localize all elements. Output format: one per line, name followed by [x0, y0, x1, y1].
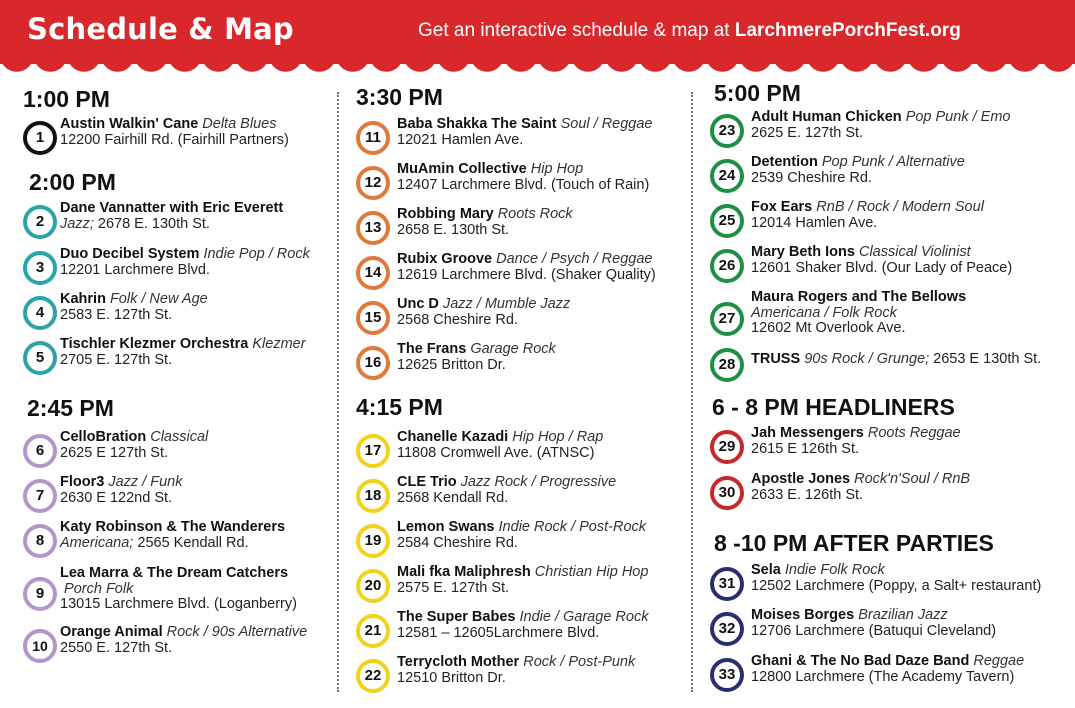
website-link[interactable]: LarchmerePorchFest.org — [734, 20, 961, 41]
genre: Jazz Rock / Progressive — [460, 474, 617, 490]
act-text — [60, 292, 208, 323]
address: 12200 Fairhill Rd. (Fairhill Partners) — [60, 131, 289, 148]
address: 2584 Cheshire Rd. — [397, 534, 518, 551]
address: 12619 Larchmere Blvd. (Shaker Quality) — [397, 266, 656, 283]
act-number-badge: 11 — [356, 121, 390, 155]
address: 2568 Cheshire Rd. — [397, 311, 518, 328]
address: 2705 E. 127th St. — [60, 351, 173, 368]
genre: Hip Hop — [530, 161, 584, 177]
genre: Rock / Post-Punk — [523, 654, 636, 670]
band-name: Lea Marra & The Dream Catchers — [60, 565, 289, 581]
act-number-badge: 4 — [23, 296, 57, 330]
act-number-badge: 29 — [710, 430, 744, 464]
genre: Porch Folk — [64, 580, 134, 597]
address: 2615 E 126th St. — [751, 440, 860, 457]
genre: Rock / 90s Alternative — [166, 624, 308, 640]
act-number-badge: 3 — [23, 251, 57, 285]
band-name: Jah Messengers — [751, 425, 864, 441]
act-text — [751, 245, 1012, 276]
band-name: TRUSS — [751, 351, 801, 367]
act-number-badge: 14 — [356, 256, 390, 290]
genre: Pop Punk / Emo — [905, 109, 1011, 125]
address: 2539 Cheshire Rd. — [751, 169, 872, 186]
band-name: The Frans — [397, 341, 467, 357]
act-text — [397, 117, 653, 148]
band-name: Austin Walkin' Cane — [60, 116, 199, 132]
act-text — [60, 475, 182, 506]
band-name: Sela — [751, 562, 781, 578]
act-text — [397, 475, 616, 506]
band-name: Adult Human Chicken — [751, 109, 902, 125]
act-text — [751, 155, 965, 186]
column-divider — [337, 92, 339, 692]
band-name: Detention — [751, 154, 818, 170]
act-text — [397, 520, 646, 551]
address: 12706 Larchmere (Batuqui Cleveland) — [751, 622, 997, 639]
band-name: Robbing Mary — [397, 206, 494, 222]
band-name: Kahrin — [60, 291, 106, 307]
act-text — [60, 520, 285, 551]
genre: Hip Hop / Rap — [512, 429, 604, 445]
genre: Americana / Folk Rock — [751, 304, 897, 321]
genre: Indie Rock / Post-Rock — [498, 519, 647, 535]
genre: Roots Rock — [497, 206, 573, 222]
genre: Pop Punk / Alternative — [821, 154, 965, 170]
band-name: Terrycloth Mother — [397, 654, 520, 670]
slot-time-245pm: 2:45 PM — [27, 395, 114, 421]
genre: Rock'n'Soul / RnB — [854, 471, 971, 487]
address: 12201 Larchmere Blvd. — [60, 261, 210, 278]
act-text — [397, 342, 556, 373]
act-number-badge: 12 — [356, 166, 390, 200]
address: 12581 – 12605Larchmere Blvd. — [397, 624, 600, 641]
scalloped-edge — [0, 55, 1075, 77]
slot-time-5pm: 5:00 PM — [714, 80, 801, 106]
slot-time-330pm: 3:30 PM — [356, 84, 443, 110]
band-name: Unc D — [397, 296, 439, 312]
genre: Indie Folk Rock — [784, 562, 885, 578]
act-number-badge: 24 — [710, 159, 744, 193]
band-name: Maura Rogers and The Bellows — [751, 289, 967, 305]
act-number-badge: 27 — [710, 302, 744, 336]
band-name: Chanelle Kazadi — [397, 429, 509, 445]
act-text — [397, 252, 656, 283]
address: 2575 E. 127th St. — [397, 579, 510, 596]
band-name: Rubix Groove — [397, 251, 493, 267]
act-number-badge: 30 — [710, 476, 744, 510]
band-name: Fox Ears — [751, 199, 813, 215]
genre: Christian Hip Hop — [534, 564, 649, 580]
slot-time-headliners: 6 - 8 PM HEADLINERS — [712, 394, 955, 420]
act-text — [60, 337, 306, 368]
act-number-badge: 6 — [23, 434, 57, 468]
address: 2625 E 127th St. — [60, 444, 169, 461]
act-text — [397, 430, 603, 461]
act-number-badge: 31 — [710, 567, 744, 601]
act-text — [60, 117, 289, 148]
genre: Indie Pop / Rock — [203, 246, 310, 262]
act-number-badge: 10 — [23, 629, 57, 663]
slot-time-after-parties: 8 -10 PM AFTER PARTIES — [714, 530, 994, 556]
address: 12021 Hamlen Ave. — [397, 131, 524, 148]
act-number-badge: 5 — [23, 341, 57, 375]
genre: Dance / Psych / Reggae — [496, 251, 653, 267]
address: 11808 Cromwell Ave. (ATNSC) — [397, 444, 595, 461]
address: 12014 Hamlen Ave. — [751, 214, 878, 231]
act-text — [751, 472, 970, 503]
act-text — [751, 426, 961, 457]
band-name: Dane Vannatter with Eric Everett — [60, 200, 284, 216]
act-number-badge: 8 — [23, 524, 57, 558]
tagline-text: Get an interactive schedule & map at — [418, 20, 735, 41]
band-name: Moises Borges — [751, 607, 855, 623]
act-text — [397, 610, 648, 641]
address: 12510 Britton Dr. — [397, 669, 506, 686]
act-number-badge: 21 — [356, 614, 390, 648]
page-title: Schedule & Map — [27, 12, 294, 46]
band-name: Katy Robinson & The Wanderers — [60, 519, 286, 535]
genre: Folk / New Age — [109, 291, 208, 307]
act-text — [397, 655, 635, 686]
act-text — [60, 625, 307, 656]
genre: Delta Blues — [202, 116, 277, 132]
act-number-badge: 22 — [356, 659, 390, 693]
address: 12601 Shaker Blvd. (Our Lady of Peace) — [751, 259, 1013, 276]
genre: 90s Rock / Grunge; — [804, 351, 930, 367]
genre: Classical Violinist — [858, 244, 971, 260]
genre: Jazz; — [60, 215, 94, 232]
band-name: Tischler Klezmer Orchestra — [60, 336, 249, 352]
slot-time-1pm: 1:00 PM — [23, 86, 110, 112]
address: 12625 Britton Dr. — [397, 356, 506, 373]
genre: Americana; — [60, 534, 134, 551]
act-number-badge: 23 — [710, 114, 744, 148]
act-text — [751, 290, 966, 337]
genre: Garage Rock — [470, 341, 556, 357]
band-name: Apostle Jones — [751, 471, 851, 487]
act-text — [751, 352, 1041, 368]
genre: Jazz / Mumble Jazz — [442, 296, 571, 312]
act-number-badge: 19 — [356, 524, 390, 558]
address: 12502 Larchmere (Poppy, a Salt+ restaurant) — [751, 577, 1042, 594]
address: 12407 Larchmere Blvd. (Touch of Rain) — [397, 176, 650, 193]
act-number-badge: 7 — [23, 479, 57, 513]
act-number-badge: 15 — [356, 301, 390, 335]
slot-time-415pm: 4:15 PM — [356, 394, 443, 420]
genre: RnB / Rock / Modern Soul — [816, 199, 984, 215]
band-name: CelloBration — [60, 429, 147, 445]
address: 2625 E. 127th St. — [751, 124, 864, 141]
band-name: The Super Babes — [397, 609, 516, 625]
genre: Soul / Reggae — [560, 116, 653, 132]
band-name: Lemon Swans — [397, 519, 495, 535]
address: 2583 E. 127th St. — [60, 306, 173, 323]
column-divider — [691, 92, 693, 692]
genre: Klezmer — [252, 336, 306, 352]
act-text — [397, 565, 648, 596]
address: 2565 Kendall Rd. — [137, 534, 249, 551]
address: 2633 E. 126th St. — [751, 486, 864, 503]
band-name: Orange Animal — [60, 624, 163, 640]
genre: Indie / Garage Rock — [519, 609, 649, 625]
slot-time-2pm: 2:00 PM — [29, 169, 116, 195]
act-text — [751, 563, 1041, 594]
band-name: Baba Shakka The Saint — [397, 116, 557, 132]
band-name: Ghani & The No Bad Daze Band — [751, 653, 970, 669]
address: 2550 E. 127th St. — [60, 639, 173, 656]
act-text — [60, 566, 297, 613]
act-number-badge: 18 — [356, 479, 390, 513]
act-number-badge: 20 — [356, 569, 390, 603]
address: 12602 Mt Overlook Ave. — [751, 320, 906, 336]
address: 2630 E 122nd St. — [60, 489, 173, 506]
act-text — [397, 207, 573, 238]
act-text — [751, 608, 996, 639]
act-number-badge: 2 — [23, 205, 57, 239]
act-text — [397, 162, 649, 193]
band-name: CLE Trio — [397, 474, 457, 490]
address: 2653 E 130th St. — [933, 351, 1042, 367]
banner-tagline — [418, 20, 961, 42]
address: 2658 E. 130th St. — [397, 221, 510, 238]
act-number-badge: 1 — [23, 121, 57, 155]
act-text — [397, 297, 570, 328]
address: 2678 E. 130th St. — [97, 215, 210, 232]
act-number-badge: 33 — [710, 658, 744, 692]
band-name: Mali fka Maliphresh — [397, 564, 531, 580]
band-name: MuAmin Collective — [397, 161, 527, 177]
genre: Roots Reggae — [867, 425, 961, 441]
genre: Classical — [150, 429, 209, 445]
band-name: Floor3 — [60, 474, 105, 490]
act-number-badge: 32 — [710, 612, 744, 646]
act-text — [60, 247, 310, 278]
act-number-badge: 26 — [710, 249, 744, 283]
address: 13015 Larchmere Blvd. (Loganberry) — [60, 596, 297, 612]
band-name: Duo Decibel System — [60, 246, 200, 262]
act-number-badge: 17 — [356, 434, 390, 468]
act-number-badge: 13 — [356, 211, 390, 245]
act-number-badge: 16 — [356, 346, 390, 380]
act-text — [751, 654, 1024, 685]
band-name: Mary Beth Ions — [751, 244, 855, 260]
act-text — [751, 110, 1010, 141]
act-text — [751, 200, 984, 231]
act-number-badge: 28 — [710, 348, 744, 382]
genre: Reggae — [973, 653, 1025, 669]
address: 2568 Kendall Rd. — [397, 489, 509, 506]
genre: Jazz / Funk — [108, 474, 183, 490]
act-text — [60, 201, 283, 232]
act-number-badge: 25 — [710, 204, 744, 238]
act-text — [60, 430, 208, 461]
act-number-badge: 9 — [23, 577, 57, 611]
address: 12800 Larchmere (The Academy Tavern) — [751, 668, 1015, 685]
genre: Brazilian Jazz — [858, 607, 948, 623]
